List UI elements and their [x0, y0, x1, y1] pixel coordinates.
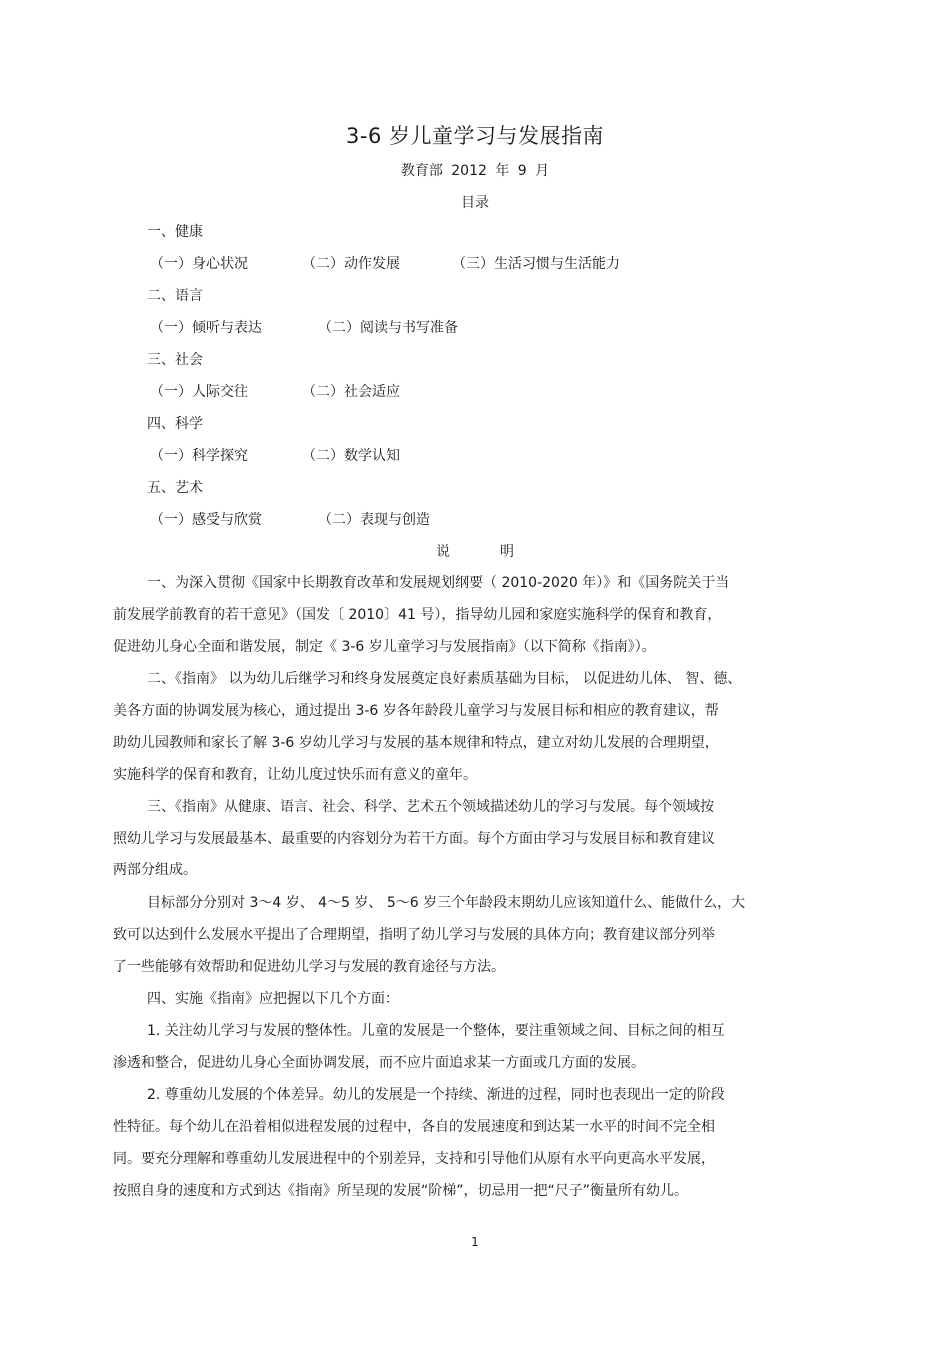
toc-item: （二）动作发展 [302, 256, 400, 272]
toc-item: （一）倾听与表达 [150, 320, 262, 336]
body-line: 美各方面的协调发展为核心，通过提出 3-6 岁各年龄段儿童学习与发展目标和相应的教育建议，帮 [113, 703, 719, 719]
body-line: 了一些能够有效帮助和促进幼儿学习与发展的教育途径与方法。 [113, 959, 505, 975]
document-subtitle: 教育部 2012 年 9 月 [400, 163, 550, 179]
body-line: 同。要充分理解和尊重幼儿发展进程中的个别差异，支持和引导他们从原有水平向更高水平发展， [113, 1151, 715, 1167]
toc-item: （二）阅读与书写准备 [318, 320, 458, 336]
body-line: 二、《指南》 以为幼儿后继学习和终身发展奠定良好素质基础为目标， 以促进幼儿体、 智、德、 [147, 671, 742, 687]
body-line: 目标部分分别对 3～4 岁、 4～5 岁、 5～6 岁三个年龄段末期幼儿应该知道什么、能做什么，大 [147, 895, 746, 911]
toc-section-society: 三、社会 [147, 352, 203, 368]
toc-item: （三）生活习惯与生活能力 [452, 256, 620, 272]
toc-item: （一）身心状况 [150, 256, 248, 272]
toc-section-health: 一、健康 [147, 224, 203, 240]
body-line: 照幼儿学习与发展最基本、最重要的内容划分为若干方面。每个方面由学习与发展目标和教育建议 [113, 831, 715, 847]
body-line: 一、为深入贯彻《国家中长期教育改革和发展规划纲要（ 2010-2020 年）》和《国务院关于当 [147, 575, 730, 591]
toc-item: （一）科学探究 [150, 448, 248, 464]
toc-section-art: 五、艺术 [147, 480, 203, 496]
body-line: 前发展学前教育的若干意见》（国发〔 2010〕41 号），指导幼儿园和家庭实施科学的保育和教育， [113, 607, 722, 623]
body-line: 2. 尊重幼儿发展的个体差异。幼儿的发展是一个持续、渐进的过程，同时也表现出一定的阶段 [147, 1087, 725, 1103]
body-line: 性特征。每个幼儿在沿着相似进程发展的过程中，各自的发展速度和到达某一水平的时间不完全相 [113, 1119, 715, 1135]
toc-item: （二）表现与创造 [318, 512, 430, 528]
toc-item: （一）感受与欣赏 [150, 512, 262, 528]
body-line: 两部分组成。 [113, 862, 197, 878]
body-line: 实施科学的保育和教育，让幼儿度过快乐而有意义的童年。 [113, 767, 477, 783]
toc-section-language: 二、语言 [147, 288, 203, 304]
toc-item: （二）数学认知 [302, 448, 400, 464]
body-line: 1. 关注幼儿学习与发展的整体性。儿童的发展是一个整体，要注重领域之间、目标之间的相互 [147, 1023, 725, 1039]
body-line: 致可以达到什么发展水平提出了合理期望，指明了幼儿学习与发展的具体方向；教育建议部分列举 [113, 927, 715, 943]
section-title: 说明 [436, 544, 564, 560]
body-line: 四、实施《指南》应把握以下几个方面： [147, 991, 399, 1007]
toc-title: 目录 [461, 195, 489, 211]
toc-item: （一）人际交往 [150, 384, 248, 400]
body-line: 助幼儿园教师和家长了解 3-6 岁幼儿学习与发展的基本规律和特点，建立对幼儿发展的合理期望， [113, 735, 719, 751]
document-title: 3-6 岁儿童学习与发展指南 [346, 124, 604, 148]
toc-section-science: 四、科学 [147, 416, 203, 432]
toc-item: （二）社会适应 [302, 384, 400, 400]
body-line: 促进幼儿身心全面和谐发展，制定《 3-6 岁儿童学习与发展指南》（以下简称《指南》）。 [113, 639, 656, 655]
body-line: 按照自身的速度和方式到达《指南》所呈现的发展“阶梯”，切忌用一把“尺子”衡量所有幼儿。 [113, 1183, 689, 1199]
body-line: 渗透和整合，促进幼儿身心全面协调发展，而不应片面追求某一方面或几方面的发展。 [113, 1055, 645, 1071]
body-line: 三、《指南》从健康、语言、社会、科学、艺术五个领域描述幼儿的学习与发展。每个领域按 [147, 799, 714, 815]
page-number: 1 [471, 1235, 479, 1249]
